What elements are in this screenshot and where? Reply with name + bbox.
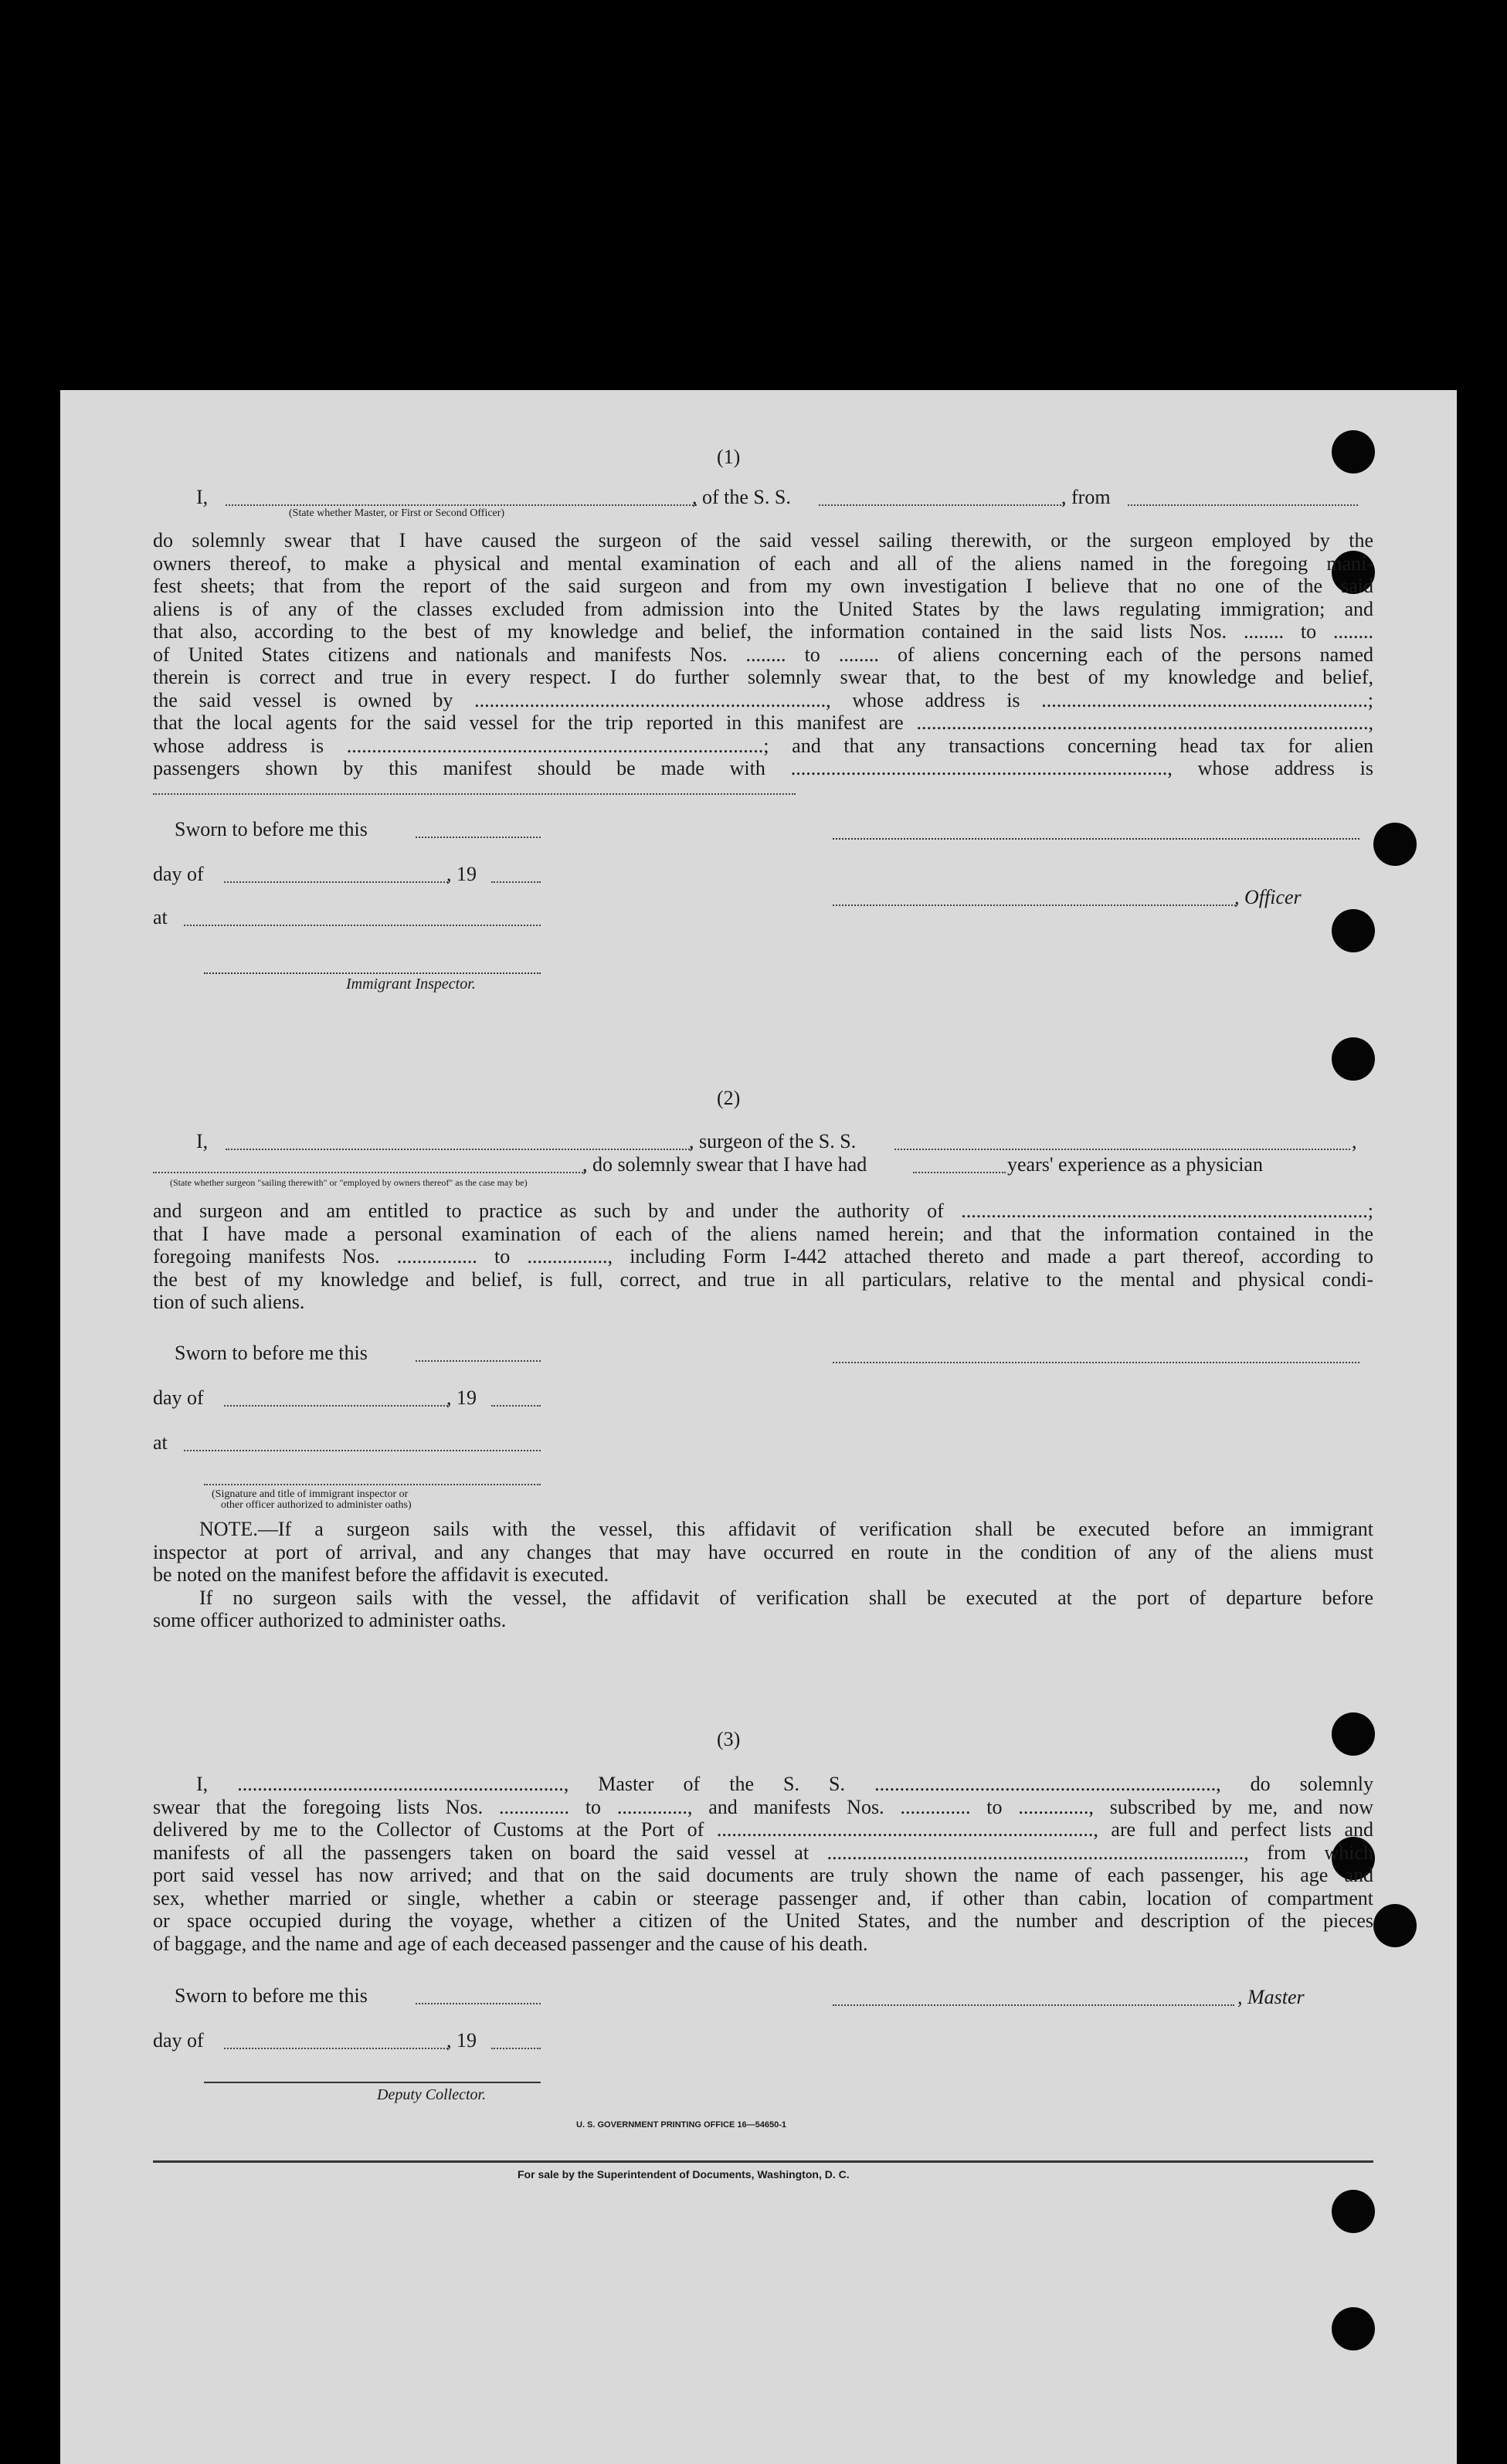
punch-hole <box>1332 1037 1375 1081</box>
sworn-label: Sworn to before me this <box>175 1984 368 2007</box>
paragraph-line: whose address is ...................................................................................; and that any transactions concerning head tax for alien <box>153 734 1373 757</box>
at-label: at <box>153 906 168 928</box>
section-3-paragraph <box>153 1773 1373 1955</box>
paragraph-line: fest sheets; that from the report of the said surgeon and from my own investigation I believe that no one of the said <box>153 575 1373 597</box>
signature-note: (Signature and title of immigrant inspector or <box>212 1488 409 1500</box>
section-1-i: I, <box>196 486 209 508</box>
section-1-paragraph <box>153 529 1373 780</box>
punch-hole <box>1373 1904 1417 1947</box>
paragraph-line: owners thereof, to make a physical and mental examination of each and all of the aliens named in the foregoing mani- <box>153 552 1373 575</box>
punch-hole <box>1332 430 1375 473</box>
inspector-label: Immigrant Inspector. <box>346 976 476 993</box>
paragraph-line: aliens is of any of the classes excluded from admission into the United States by the laws regulating immigration; and <box>153 597 1373 620</box>
day-of-label: day of <box>153 2029 204 2052</box>
paragraph-line: therein is correct and true in every respect. I do further solemnly swear that, to the best of my knowledge and belief, <box>153 666 1373 688</box>
paragraph-line: be noted on the manifest before the affidavit is executed. <box>153 1563 609 1586</box>
note-paragraph <box>153 1518 1373 1632</box>
paragraph-line: If no surgeon sails with the vessel, the affidavit of verification shall be executed at the port of departure before <box>199 1586 1373 1609</box>
paragraph-line: NOTE.—If a surgeon sails with the vessel, this affidavit of verification shall be executed before an immigrant <box>199 1518 1373 1540</box>
section-1-of-ss: , of the S. S. <box>692 486 791 508</box>
swear-label: , do solemnly swear that I have had <box>582 1153 867 1176</box>
paragraph-line: port said vessel has now arrived; and that on the said documents are truly shown the name of each passenger, his age and <box>153 1864 1373 1886</box>
section-1-state-note: (State whether Master, or First or Second Officer) <box>289 507 505 519</box>
year-label: , 19 <box>446 1386 477 1409</box>
section-2-state-note: (State whether surgeon "sailing therewith" or "employed by owners thereof" as the case may be) <box>170 1177 528 1188</box>
printing-office: U. S. GOVERNMENT PRINTING OFFICE 16—54650-1 <box>576 2120 787 2130</box>
paragraph-line: passengers shown by this manifest should be made with ..........................................................................., whose address is <box>153 757 1373 779</box>
paragraph-line: that also, according to the best of my knowledge and belief, the information contained in the said lists Nos. ........ to ........ <box>153 620 1373 643</box>
punch-hole <box>1332 1712 1375 1756</box>
punch-hole <box>1332 2190 1375 2233</box>
sale-note: For sale by the Superintendent of Documents, Washington, D. C. <box>518 2168 850 2181</box>
section-3-number: (3) <box>717 1728 741 1750</box>
paragraph-line: inspector at port of arrival, and any changes that may have occurred en route in the condition of any of the aliens must <box>153 1540 1373 1563</box>
comma: , <box>1352 1130 1357 1152</box>
sworn-label: Sworn to before me this <box>175 818 368 840</box>
paragraph-line: of baggage, and the name and age of each deceased passenger and the cause of his death. <box>153 1932 868 1955</box>
paragraph-line: the said vessel is owned by ......................................................................, whose address is .................................................................; <box>153 688 1373 711</box>
paragraph-line: do solemnly swear that I have caused the surgeon of the said vessel sailing therewith, or the surgeon employed by the <box>153 529 1373 552</box>
paragraph-line: or space occupied during the voyage, whether a citizen of the United States, and the number and description of the pieces <box>153 1909 1373 1932</box>
collector-label: Deputy Collector. <box>377 2086 487 2103</box>
section-2-paragraph <box>153 1200 1373 1314</box>
paragraph-line: the best of my knowledge and belief, is full, correct, and true in all particulars, relative to the mental and physical condi- <box>153 1268 1373 1291</box>
master-label: , Master <box>1237 1986 1305 2008</box>
at-label: at <box>153 1431 168 1454</box>
paragraph-line: I, ................................................................., Master of the S. S. ...................................................................., do solemnly <box>196 1773 1373 1795</box>
officer-label: , Officer <box>1234 886 1302 908</box>
paragraph-line: that I have made a personal examination of each of the aliens named herein; and that the information contained in the <box>153 1222 1373 1245</box>
punch-hole <box>1373 823 1417 866</box>
day-of-label: day of <box>153 863 204 885</box>
paragraph-line: sex, whether married or single, whether a cabin or steerage passenger and, if other than cabin, location of compartment <box>153 1886 1373 1909</box>
punch-hole <box>1332 909 1375 952</box>
year-label: , 19 <box>446 2029 477 2052</box>
sworn-label: Sworn to before me this <box>175 1342 368 1364</box>
day-of-label: day of <box>153 1386 204 1409</box>
years-label: years' experience as a physician <box>1007 1153 1263 1176</box>
paragraph-line: tion of such aliens. <box>153 1291 305 1313</box>
signature-note: other officer authorized to administer oaths) <box>221 1499 412 1511</box>
paragraph-line: and surgeon and am entitled to practice as such by and under the authority of .................................................................................; <box>153 1200 1373 1222</box>
paragraph-line: foregoing manifests Nos. ................ to ................, including Form I-442 attached thereto and made a part thereof, according to <box>153 1245 1373 1268</box>
paragraph-line: of United States citizens and nationals and manifests Nos. ........ to ........ of aliens concerning each of the persons named <box>153 643 1373 666</box>
paragraph-line: swear that the foregoing lists Nos. .............. to .............., and manifests Nos. .............. to .............., subscribed by me, and now <box>153 1795 1373 1818</box>
surgeon-of-label: , surgeon of the S. S. <box>689 1130 857 1152</box>
form-page <box>60 390 1457 2464</box>
paragraph-line: manifests of all the passengers taken on board the said vessel at ..................................................................................., from which <box>153 1841 1373 1864</box>
section-2-i: I, <box>196 1130 209 1152</box>
paragraph-line: delivered by me to the Collector of Customs at the Port of ..........................................................................., are full and perfect lists and <box>153 1818 1373 1841</box>
paragraph-line: that the local agents for the said vessel for the trip reported in this manifest are .........................................................................................., <box>153 711 1373 734</box>
section-2-number: (2) <box>717 1087 741 1109</box>
section-1-number: (1) <box>717 446 741 468</box>
punch-hole <box>1332 2307 1375 2350</box>
year-label: , 19 <box>446 863 477 885</box>
paragraph-line: some officer authorized to administer oaths. <box>153 1609 507 1631</box>
section-1-from: , from <box>1061 486 1111 508</box>
